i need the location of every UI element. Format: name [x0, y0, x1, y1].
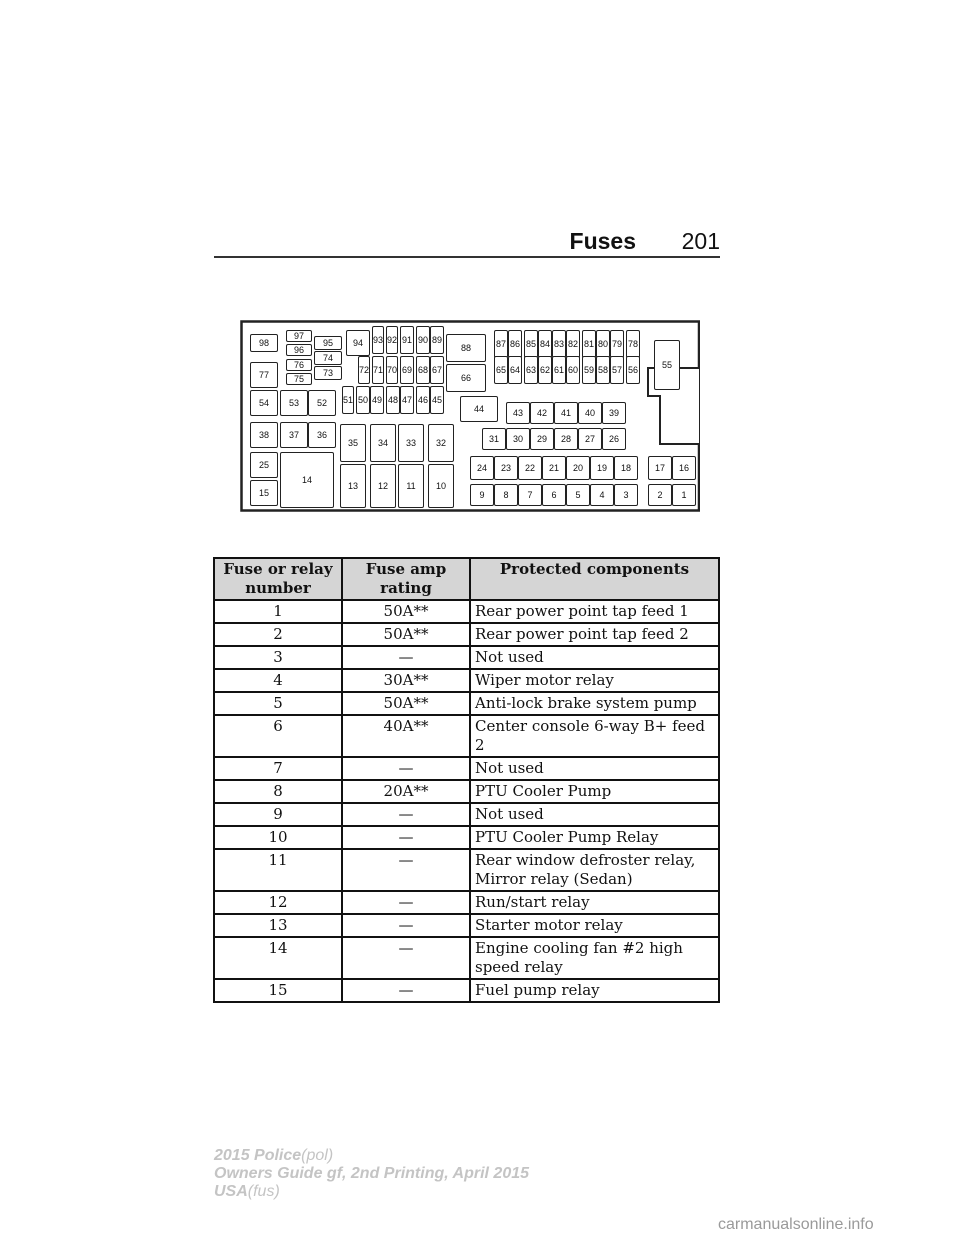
fuse-number-cell: 12	[214, 891, 342, 914]
fuse-slot: 92	[386, 326, 398, 354]
fuse-slot: 60	[566, 356, 580, 384]
amp-rating-cell: 50A**	[342, 623, 470, 646]
fuse-slot: 70	[386, 356, 398, 384]
fuse-slot: 22	[518, 456, 542, 480]
fuse-slot: 14	[280, 452, 334, 508]
amp-rating-cell: —	[342, 826, 470, 849]
amp-rating-cell: —	[342, 803, 470, 826]
fuse-slot: 56	[626, 356, 640, 384]
fuse-slot: 21	[542, 456, 566, 480]
fuse-number-cell: 13	[214, 914, 342, 937]
fuse-number-cell: 10	[214, 826, 342, 849]
fuse-slot: 67	[430, 356, 444, 384]
column-header: Fuse amp rating	[342, 558, 470, 600]
amp-rating-cell: —	[342, 914, 470, 937]
table-row	[214, 600, 719, 623]
column-header: Protected components	[470, 558, 719, 600]
fuse-slot: 52	[308, 390, 336, 416]
fuse-slot: 24	[470, 456, 494, 480]
fuse-slot: 55	[654, 340, 680, 390]
amp-rating-cell: —	[342, 849, 470, 891]
table-row	[214, 669, 719, 692]
fuse-slot: 8	[494, 484, 518, 506]
table-row	[214, 715, 719, 757]
amp-rating-cell: —	[342, 891, 470, 914]
fuse-slot: 48	[386, 386, 400, 414]
fuse-slot: 35	[340, 424, 366, 462]
fuse-slot: 30	[506, 428, 530, 450]
fuse-slot: 69	[400, 356, 414, 384]
fuse-slot: 43	[506, 402, 530, 424]
amp-rating-cell: 40A**	[342, 715, 470, 757]
fuse-slot: 66	[446, 364, 486, 392]
protected-components-cell: Starter motor relay	[470, 914, 719, 937]
table-header-row	[214, 558, 719, 600]
protected-components-cell: Wiper motor relay	[470, 669, 719, 692]
protected-components-cell: Rear power point tap feed 1	[470, 600, 719, 623]
footer-market-code: (fus)	[247, 1183, 280, 1200]
fuse-slot: 40	[578, 402, 602, 424]
protected-components-cell: Center console 6-way B+ feed 2	[470, 715, 719, 757]
fuse-slot: 44	[460, 396, 498, 422]
protected-components-cell: Anti-lock brake system pump	[470, 692, 719, 715]
fuse-slot: 38	[250, 422, 278, 448]
fuse-slot: 20	[566, 456, 590, 480]
footer-line-3	[214, 1183, 529, 1201]
fuse-slot: 85	[524, 330, 538, 358]
table-row	[214, 891, 719, 914]
fuse-number-cell: 15	[214, 979, 342, 1002]
page-number: 201	[681, 228, 720, 254]
fuse-slot: 61	[552, 356, 566, 384]
protected-components-cell: Fuel pump relay	[470, 979, 719, 1002]
fuse-number-cell: 5	[214, 692, 342, 715]
fuse-slot: 47	[400, 386, 414, 414]
fuse-box-diagram	[240, 320, 700, 512]
watermark: carmanualsonline.info	[718, 1216, 874, 1233]
fuse-slot: 98	[250, 334, 278, 352]
fuse-slot: 28	[554, 428, 578, 450]
fuse-slot: 74	[314, 351, 342, 365]
amp-rating-cell: —	[342, 646, 470, 669]
footer-model-code: (pol)	[301, 1147, 334, 1164]
fuse-slot: 65	[494, 356, 508, 384]
protected-components-cell: Run/start relay	[470, 891, 719, 914]
amp-rating-cell: 50A**	[342, 692, 470, 715]
amp-rating-cell: —	[342, 757, 470, 780]
amp-rating-cell: —	[342, 937, 470, 979]
fuse-slot: 96	[286, 344, 312, 356]
table-row	[214, 780, 719, 803]
fuse-slot: 59	[582, 356, 596, 384]
fuse-slot: 51	[342, 386, 354, 414]
fuse-slot: 94	[346, 330, 370, 356]
fuse-slot: 42	[530, 402, 554, 424]
fuse-slot: 5	[566, 484, 590, 506]
fuse-slot: 78	[626, 330, 640, 358]
table-row	[214, 646, 719, 669]
fuse-slot: 97	[286, 330, 312, 342]
fuse-number-cell: 6	[214, 715, 342, 757]
fuse-slot: 54	[250, 390, 278, 416]
table-row	[214, 623, 719, 646]
fuse-number-cell: 7	[214, 757, 342, 780]
fuse-slot: 58	[596, 356, 610, 384]
fuse-slot: 13	[340, 464, 366, 508]
fuse-number-cell: 9	[214, 803, 342, 826]
fuse-slot: 64	[508, 356, 522, 384]
fuse-number-cell: 11	[214, 849, 342, 891]
amp-rating-cell: —	[342, 979, 470, 1002]
fuse-slot: 18	[614, 456, 638, 480]
fuse-number-cell: 3	[214, 646, 342, 669]
fuse-slot: 39	[602, 402, 626, 424]
fuse-slot: 80	[596, 330, 610, 358]
fuse-slot: 1	[672, 484, 696, 506]
table-row	[214, 826, 719, 849]
fuse-slot: 82	[566, 330, 580, 358]
fuse-slot: 3	[614, 484, 638, 506]
protected-components-cell: PTU Cooler Pump	[470, 780, 719, 803]
fuse-slot: 93	[372, 326, 384, 354]
fuse-slot: 62	[538, 356, 552, 384]
fuse-slot: 4	[590, 484, 614, 506]
fuse-slot: 34	[370, 424, 396, 462]
fuse-slot: 10	[428, 464, 454, 508]
fuse-slot: 53	[280, 390, 308, 416]
fuse-slot: 31	[482, 428, 506, 450]
fuse-slot: 41	[554, 402, 578, 424]
table-row	[214, 979, 719, 1002]
fuse-number-cell: 4	[214, 669, 342, 692]
fuse-number-cell: 8	[214, 780, 342, 803]
table-row	[214, 692, 719, 715]
fuse-slot: 46	[416, 386, 430, 414]
fuse-slot: 15	[250, 480, 278, 506]
fuse-slot: 9	[470, 484, 494, 506]
fuse-slot: 77	[250, 362, 278, 388]
fuse-slot: 27	[578, 428, 602, 450]
table-row	[214, 803, 719, 826]
protected-components-cell: PTU Cooler Pump Relay	[470, 826, 719, 849]
fuse-slot: 68	[416, 356, 430, 384]
fuse-slot: 2	[648, 484, 672, 506]
fuse-slot: 63	[524, 356, 538, 384]
amp-rating-cell: 30A**	[342, 669, 470, 692]
table-row	[214, 937, 719, 979]
fuse-slot: 36	[308, 422, 336, 448]
table-row	[214, 914, 719, 937]
fuse-slot: 29	[530, 428, 554, 450]
fuse-slot: 50	[356, 386, 370, 414]
fuse-slot: 79	[610, 330, 624, 358]
fuse-slot: 76	[286, 359, 312, 371]
fuse-slot: 81	[582, 330, 596, 358]
fuse-slot: 49	[370, 386, 384, 414]
fuse-slot: 86	[508, 330, 522, 358]
fuse-slot: 17	[648, 456, 672, 480]
protected-components-cell: Not used	[470, 757, 719, 780]
amp-rating-cell: 20A**	[342, 780, 470, 803]
fuse-slot: 11	[398, 464, 424, 508]
fuse-slot: 90	[416, 326, 430, 354]
fuse-slot: 19	[590, 456, 614, 480]
fuse-table	[213, 557, 720, 1003]
fuse-slot: 75	[286, 373, 312, 385]
fuse-slot: 73	[314, 366, 342, 380]
footer-line-2: Owners Guide gf, 2nd Printing, April 2015	[214, 1165, 530, 1182]
fuse-slot: 91	[400, 326, 414, 354]
protected-components-cell: Rear power point tap feed 2	[470, 623, 719, 646]
fuse-slot: 84	[538, 330, 552, 358]
footer	[214, 1147, 529, 1201]
fuse-slot: 88	[446, 334, 486, 362]
fuse-slot: 12	[370, 464, 396, 508]
fuse-number-cell: 1	[214, 600, 342, 623]
fuse-number-cell: 14	[214, 937, 342, 979]
fuse-slot: 45	[430, 386, 444, 414]
fuse-slot: 23	[494, 456, 518, 480]
fuse-slot: 7	[518, 484, 542, 506]
page-header	[214, 228, 720, 258]
fuse-slot: 37	[280, 422, 308, 448]
footer-market: USA	[214, 1183, 248, 1200]
footer-model: 2015 Police	[214, 1147, 302, 1164]
fuse-slot: 26	[602, 428, 626, 450]
protected-components-cell: Not used	[470, 646, 719, 669]
amp-rating-cell: 50A**	[342, 600, 470, 623]
fuse-slot: 72	[358, 356, 370, 384]
fuse-slot: 83	[552, 330, 566, 358]
fuse-slot: 71	[372, 356, 384, 384]
fuse-slot: 32	[428, 424, 454, 462]
fuse-number-cell: 2	[214, 623, 342, 646]
protected-components-cell: Not used	[470, 803, 719, 826]
fuse-slot: 87	[494, 330, 508, 358]
table-row	[214, 849, 719, 891]
fuse-slot: 16	[672, 456, 696, 480]
column-header: Fuse or relay number	[214, 558, 342, 600]
footer-line-1	[214, 1147, 529, 1165]
fuse-slot: 95	[314, 336, 342, 350]
protected-components-cell: Engine cooling fan #2 high speed relay	[470, 937, 719, 979]
protected-components-cell: Rear window defroster relay, Mirror relay (Sedan)	[470, 849, 719, 891]
fuse-slot: 89	[430, 326, 444, 354]
fuse-slot: 25	[250, 452, 278, 478]
fuse-slot: 57	[610, 356, 624, 384]
table-row	[214, 757, 719, 780]
fuse-slot: 33	[398, 424, 424, 462]
page-title: Fuses	[569, 228, 636, 254]
fuse-slot: 6	[542, 484, 566, 506]
